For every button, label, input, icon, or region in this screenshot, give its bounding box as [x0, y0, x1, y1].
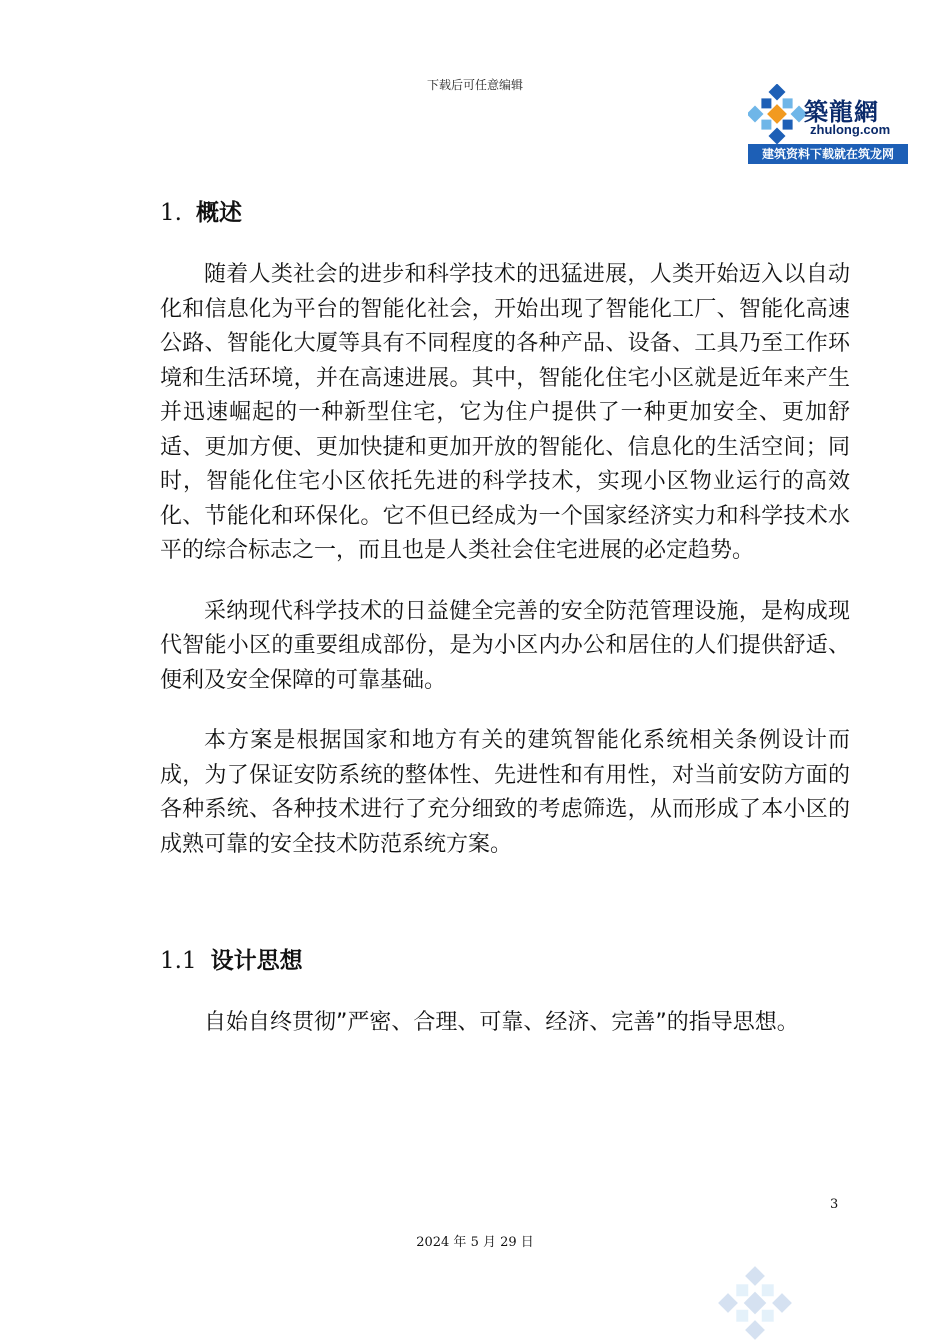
section-number: 1.: [160, 200, 182, 226]
footer-date: 2024 年 5 月 29 日: [416, 1235, 534, 1250]
paragraph-3: 本方案是根据国家和地方有关的建筑智能化系统相关条例设计而成，为了保证安防系统的整体性、先进性和有用性，对当前安防方面的各种系统、各种技术进行了充分细致的考虑筛选，从而形成了本小区的成熟可靠的安全技术防范系统方案。: [160, 728, 850, 857]
page-number: 3: [830, 1197, 839, 1212]
zhulong-logo-icon: [748, 84, 806, 144]
section-title: 设计思想: [210, 948, 303, 974]
logo-domain: zhulong.com: [810, 122, 891, 137]
section-heading-1: [160, 192, 850, 234]
section-title: 概述: [195, 200, 242, 226]
document-body: [160, 190, 850, 1041]
section-number: 1.1: [160, 948, 197, 974]
logo-slogan: 建筑资料下载就在筑龙网: [748, 144, 908, 164]
zhulong-watermark-icon: [718, 1266, 792, 1340]
header-note: 下载后可任意编辑: [426, 78, 523, 92]
paragraph-1: 随着人类社会的进步和科学技术的迅猛进展，人类开始迈入以自动化和信息化为平台的智能化社会，开始出现了智能化工厂、智能化高速公路、智能化大厦等具有不同程度的各种产品、设备、工具乃至工作环境和生活环境，并在高速进展。其中，智能化住宅小区就是近年来产生并迅速崛起的一种新型住宅，它为住户提供了一种更加安全、更加舒适、更加方便、更加快捷和更加开放的智能化、信息化的生活空间；同时，智能化住宅小区依托先进的科学技术，实现小区物业运行的高效化、节能化和环保化。它不但已经成为一个国家经济实力和科学技术水平的综合标志之一，而且也是人类社会住宅进展的必定趋势。: [160, 262, 850, 563]
paragraph-4: 自始自终贯彻”严密、合理、可靠、经济、完善”的指导思想。: [204, 1010, 799, 1035]
zhulong-logo: [748, 84, 908, 166]
logo-name: 築龍網: [804, 97, 879, 126]
paragraph-2: 采纳现代科学技术的日益健全完善的安全防范管理设施，是构成现代智能小区的重要组成部份，是为小区内办公和居住的人们提供舒适、便利及安全保障的可靠基础。: [160, 598, 850, 693]
section-heading-1-1: [160, 940, 850, 982]
